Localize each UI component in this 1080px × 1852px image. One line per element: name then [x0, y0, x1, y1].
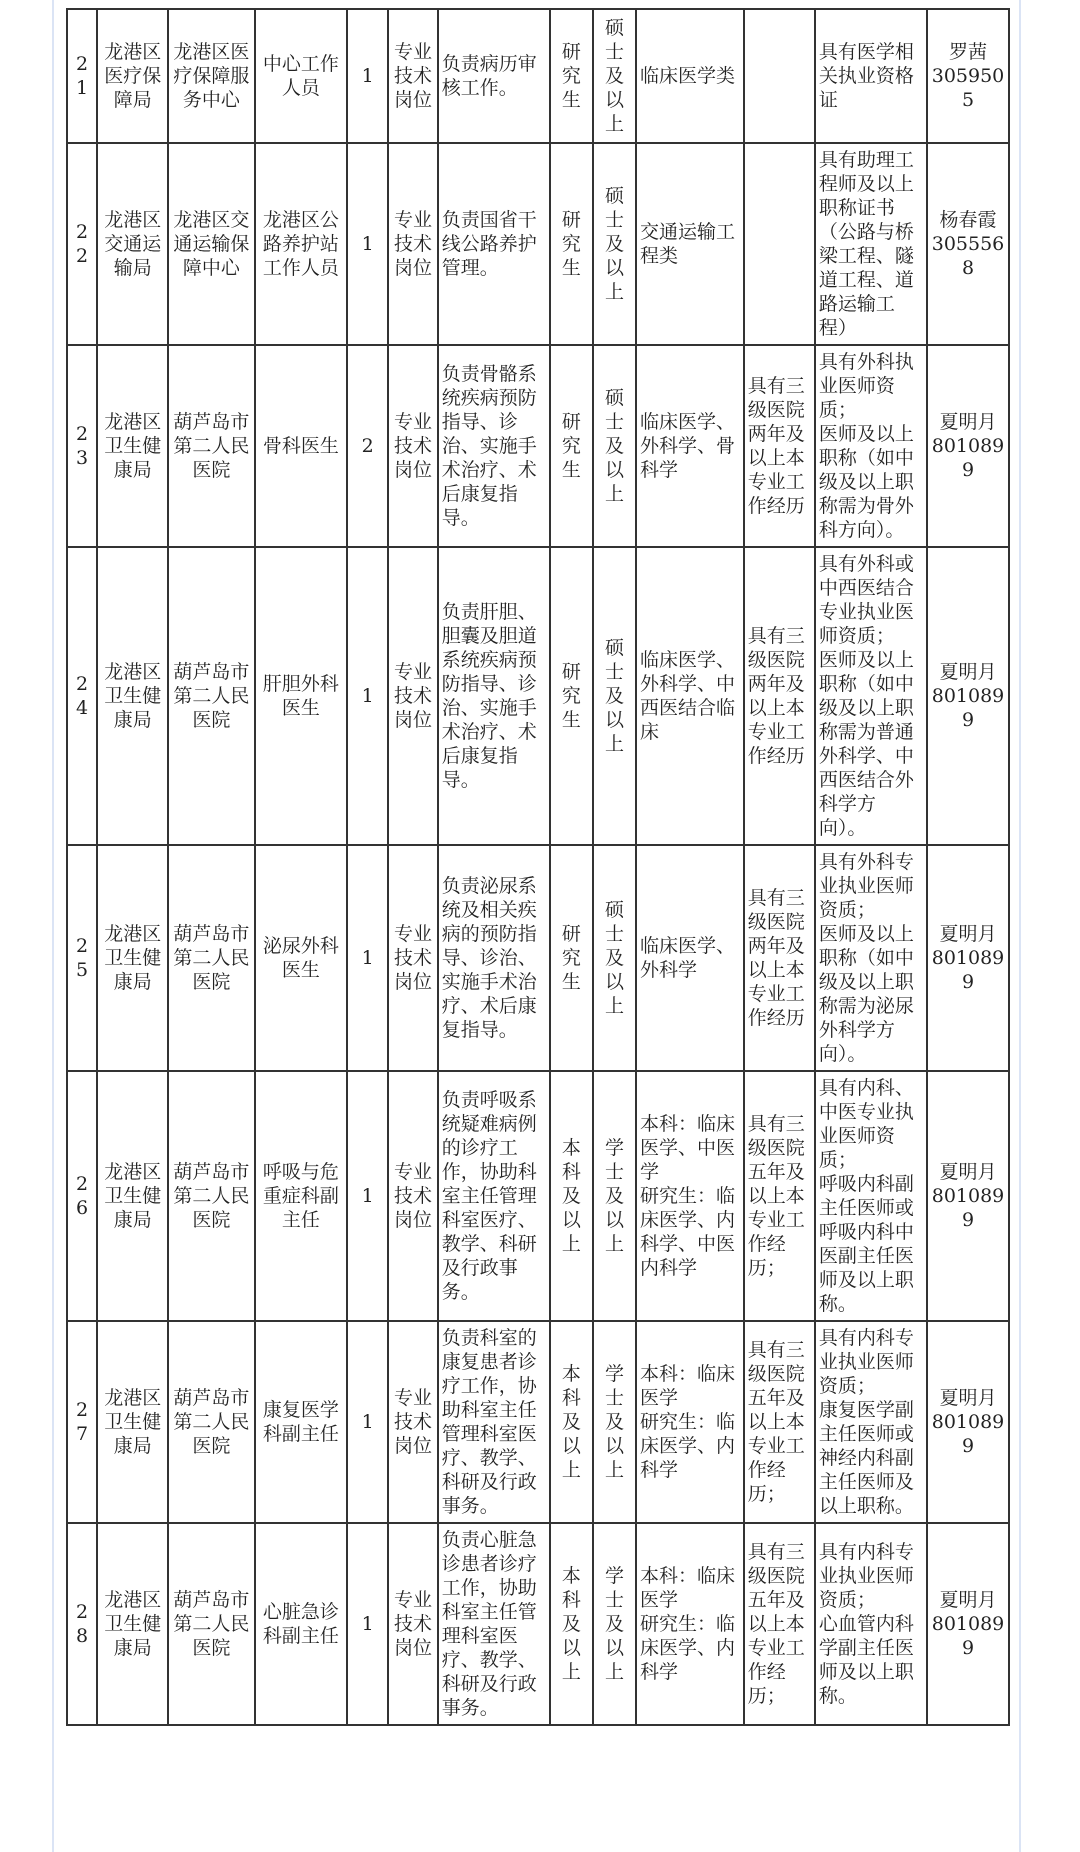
other-requirements-cell: 具有外科专业执业医师资质； 医师及以上职称（如中级及以上职称需为泌尿外科学方向）。: [815, 845, 927, 1071]
other-requirements-cell: 具有外科或中西医结合专业执业医师资质； 医师及以上职称（如中级及以上职称需为普通外科学、中西医结合外科学方向）。: [815, 547, 927, 845]
contact-cell: 夏明月 8010899: [927, 547, 1009, 845]
table-row: [67, 143, 1009, 345]
post-type-cell: 专业技术岗位: [388, 845, 438, 1071]
table-row: [67, 9, 1009, 143]
row-index: 21: [67, 9, 97, 143]
duty-cell: 负责肝胆、胆囊及胆道系统疾病预防指导、诊治、实施手术治疗、术后康复指导。: [438, 547, 550, 845]
other-requirements-cell: 具有内科专业执业医师资质； 心血管内科学副主任医师及以上职称。: [815, 1523, 927, 1725]
row-index: 25: [67, 845, 97, 1071]
duty-cell: 负责呼吸系统疑难病例的诊疗工作，协助科室主任管理科室医疗、教学、科研及行政事务。: [438, 1071, 550, 1321]
other-requirements-cell: 具有内科、中医专业执业医师资质； 呼吸内科副主任医师或呼吸内科中医副主任医师及以上职称。: [815, 1071, 927, 1321]
education-cell: 研究生: [550, 345, 593, 547]
position-cell: 心脏急诊科副主任: [255, 1523, 348, 1725]
row-index: 24: [67, 547, 97, 845]
page-margin-line-right: [1019, 0, 1021, 1852]
unit-cell: 龙港区交通运输保障中心: [168, 143, 254, 345]
count-cell: 1: [347, 1523, 388, 1725]
unit-cell: 葫芦岛市第二人民医院: [168, 1321, 254, 1523]
department-cell: 龙港区卫生健康局: [97, 547, 168, 845]
experience-cell: 具有三级医院两年及以上本专业工作经历: [744, 845, 815, 1071]
unit-cell: 葫芦岛市第二人民医院: [168, 547, 254, 845]
table-row: [67, 1523, 1009, 1725]
row-index: 22: [67, 143, 97, 345]
major-cell: 临床医学、外科学、骨科学: [636, 345, 744, 547]
department-cell: 龙港区卫生健康局: [97, 345, 168, 547]
unit-cell: 葫芦岛市第二人民医院: [168, 1071, 254, 1321]
unit-cell: 葫芦岛市第二人民医院: [168, 1523, 254, 1725]
degree-cell: 学士及以上: [593, 1071, 636, 1321]
table-row: [67, 345, 1009, 547]
other-requirements-cell: 具有助理工程师及以上职称证书（公路与桥梁工程、隧道工程、道路运输工程）: [815, 143, 927, 345]
contact-cell: 罗茜 3059505: [927, 9, 1009, 143]
count-cell: 1: [347, 1071, 388, 1321]
department-cell: 龙港区卫生健康局: [97, 1523, 168, 1725]
department-cell: 龙港区卫生健康局: [97, 1321, 168, 1523]
table-row: [67, 547, 1009, 845]
experience-cell: 具有三级医院五年及以上本专业工作经历；: [744, 1071, 815, 1321]
post-type-cell: 专业技术岗位: [388, 143, 438, 345]
degree-cell: 学士及以上: [593, 1523, 636, 1725]
contact-cell: 杨春霞 3055568: [927, 143, 1009, 345]
major-cell: 临床医学类: [636, 9, 744, 143]
count-cell: 1: [347, 1321, 388, 1523]
other-requirements-cell: 具有外科执业医师资质； 医师及以上职称（如中级及以上职称需为骨外科方向）。: [815, 345, 927, 547]
count-cell: 1: [347, 547, 388, 845]
major-cell: 本科：临床医学 研究生：临床医学、内科学: [636, 1523, 744, 1725]
table-row: [67, 1321, 1009, 1523]
row-index: 23: [67, 345, 97, 547]
experience-cell: [744, 143, 815, 345]
position-cell: 泌尿外科医生: [255, 845, 348, 1071]
table-row: [67, 1071, 1009, 1321]
experience-cell: 具有三级医院两年及以上本专业工作经历: [744, 547, 815, 845]
major-cell: 本科：临床医学、中医学 研究生：临床医学、内科学、中医内科学: [636, 1071, 744, 1321]
post-type-cell: 专业技术岗位: [388, 547, 438, 845]
duty-cell: 负责心脏急诊患者诊疗工作，协助科室主任管理科室医疗、教学、科研及行政事务。: [438, 1523, 550, 1725]
duty-cell: 负责泌尿系统及相关疾病的预防指导、诊治、实施手术治疗、术后康复指导。: [438, 845, 550, 1071]
post-type-cell: 专业技术岗位: [388, 345, 438, 547]
post-type-cell: 专业技术岗位: [388, 1523, 438, 1725]
duty-cell: 负责骨骼系统疾病预防指导、诊治、实施手术治疗、术后康复指导。: [438, 345, 550, 547]
contact-cell: 夏明月 8010899: [927, 845, 1009, 1071]
degree-cell: 硕士及以上: [593, 9, 636, 143]
unit-cell: 葫芦岛市第二人民医院: [168, 845, 254, 1071]
education-cell: 研究生: [550, 845, 593, 1071]
major-cell: 交通运输工程类: [636, 143, 744, 345]
department-cell: 龙港区交通运输局: [97, 143, 168, 345]
contact-cell: 夏明月 8010899: [927, 1071, 1009, 1321]
major-cell: 临床医学、外科学: [636, 845, 744, 1071]
position-cell: 骨科医生: [255, 345, 348, 547]
row-index: 28: [67, 1523, 97, 1725]
department-cell: 龙港区医疗保障局: [97, 9, 168, 143]
other-requirements-cell: 具有医学相关执业资格证: [815, 9, 927, 143]
row-index: 26: [67, 1071, 97, 1321]
position-cell: 中心工作人员: [255, 9, 348, 143]
post-type-cell: 专业技术岗位: [388, 1321, 438, 1523]
experience-cell: 具有三级医院五年及以上本专业工作经历；: [744, 1321, 815, 1523]
count-cell: 2: [347, 345, 388, 547]
table-body: [67, 9, 1009, 1725]
position-cell: 肝胆外科医生: [255, 547, 348, 845]
degree-cell: 硕士及以上: [593, 547, 636, 845]
table-row: [67, 845, 1009, 1071]
education-cell: 本科及以上: [550, 1523, 593, 1725]
education-cell: 研究生: [550, 9, 593, 143]
recruitment-table: [66, 8, 1010, 1726]
experience-cell: 具有三级医院两年及以上本专业工作经历: [744, 345, 815, 547]
degree-cell: 学士及以上: [593, 1321, 636, 1523]
contact-cell: 夏明月 8010899: [927, 1523, 1009, 1725]
major-cell: 本科：临床医学 研究生：临床医学、内科学: [636, 1321, 744, 1523]
duty-cell: 负责科室的康复患者诊疗工作，协助科室主任管理科室医疗、教学、科研及行政事务。: [438, 1321, 550, 1523]
count-cell: 1: [347, 143, 388, 345]
position-cell: 龙港区公路养护站工作人员: [255, 143, 348, 345]
experience-cell: [744, 9, 815, 143]
count-cell: 1: [347, 9, 388, 143]
degree-cell: 硕士及以上: [593, 845, 636, 1071]
position-cell: 康复医学科副主任: [255, 1321, 348, 1523]
row-index: 27: [67, 1321, 97, 1523]
post-type-cell: 专业技术岗位: [388, 9, 438, 143]
unit-cell: 葫芦岛市第二人民医院: [168, 345, 254, 547]
contact-cell: 夏明月 8010899: [927, 345, 1009, 547]
major-cell: 临床医学、外科学、中西医结合临床: [636, 547, 744, 845]
department-cell: 龙港区卫生健康局: [97, 845, 168, 1071]
degree-cell: 硕士及以上: [593, 345, 636, 547]
education-cell: 研究生: [550, 143, 593, 345]
other-requirements-cell: 具有内科专业执业医师资质； 康复医学副主任医师或神经内科副主任医师及以上职称。: [815, 1321, 927, 1523]
duty-cell: 负责国省干线公路养护管理。: [438, 143, 550, 345]
position-cell: 呼吸与危重症科副主任: [255, 1071, 348, 1321]
education-cell: 本科及以上: [550, 1321, 593, 1523]
duty-cell: 负责病历审核工作。: [438, 9, 550, 143]
page-margin-line-left: [52, 0, 54, 1852]
count-cell: 1: [347, 845, 388, 1071]
post-type-cell: 专业技术岗位: [388, 1071, 438, 1321]
unit-cell: 龙港区医疗保障服务中心: [168, 9, 254, 143]
education-cell: 研究生: [550, 547, 593, 845]
department-cell: 龙港区卫生健康局: [97, 1071, 168, 1321]
education-cell: 本科及以上: [550, 1071, 593, 1321]
degree-cell: 硕士及以上: [593, 143, 636, 345]
experience-cell: 具有三级医院五年及以上本专业工作经历；: [744, 1523, 815, 1725]
contact-cell: 夏明月 8010899: [927, 1321, 1009, 1523]
